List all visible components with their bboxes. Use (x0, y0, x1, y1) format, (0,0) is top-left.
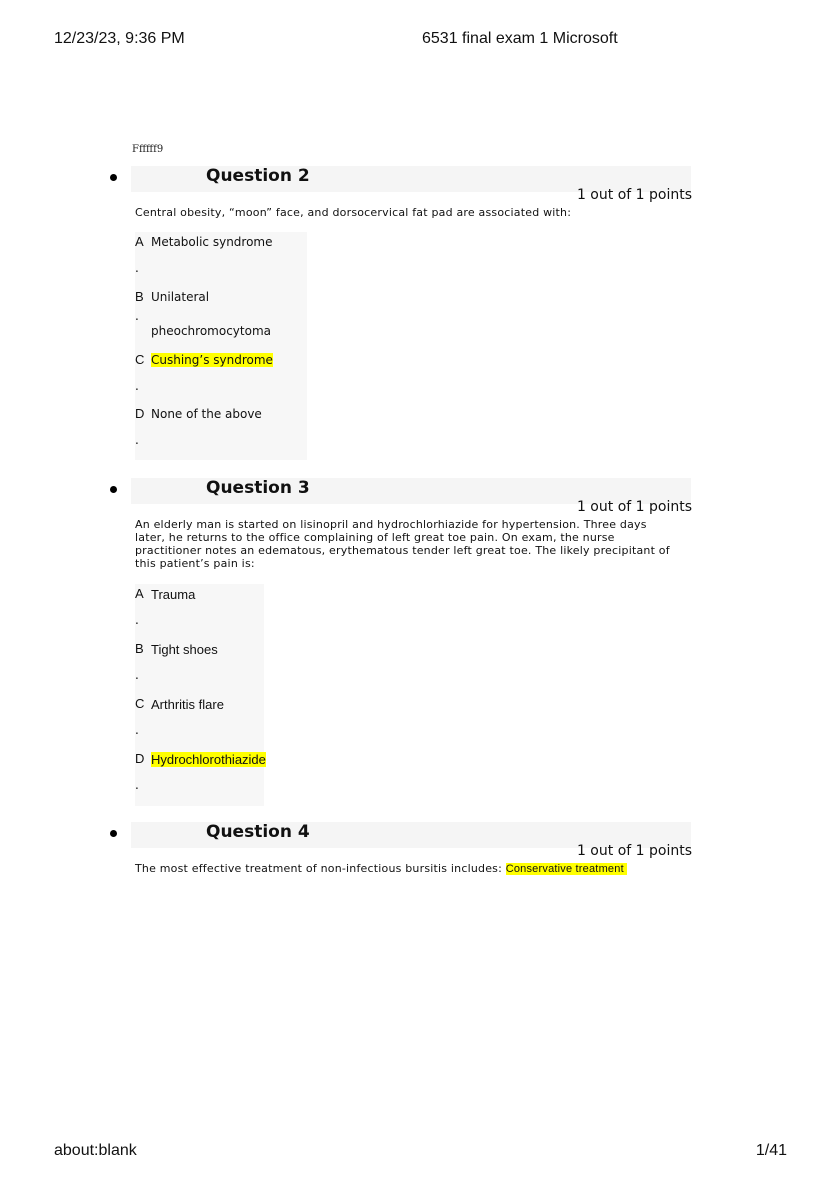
answer-text: None of the above (151, 407, 262, 421)
print-header-datetime: 12/23/23, 9:36 PM (54, 30, 185, 47)
print-footer-page: 1/41 (755, 1142, 787, 1159)
answer-dot: . (135, 778, 139, 792)
answer-list (135, 232, 307, 460)
answer-text-selected: Hydrochlorothiazide (151, 752, 266, 767)
question-title: Question 3 (206, 478, 310, 498)
list-bullet-icon (110, 830, 117, 837)
question-text: Central obesity, “moon” face, and dorsocervical fat pad are associated with: (135, 206, 572, 219)
answer-dot: . (135, 261, 139, 275)
answer-dot: . (135, 379, 139, 393)
answer-dot: . (135, 613, 139, 627)
question-text: An elderly man is started on lisinopril and hydrochlorhiazide for hypertension. Three days later, he returns to the office complaining of left great toe pain. On exam, the nurse practitioner notes an edematous, erythematous tender left great toe. The likely precipitant of this patient’s pain is: (135, 518, 670, 570)
list-bullet-icon (110, 486, 117, 493)
answer-dot: . (135, 668, 139, 682)
answer-letter: B (135, 641, 144, 656)
question-points: 1 out of 1 points (576, 499, 692, 515)
answer-text-continued: pheochromocytoma (151, 324, 271, 338)
answer-text: Trauma (151, 587, 196, 602)
answer-text-selected: Conservative treatment (506, 863, 627, 875)
print-footer-url: about:blank (54, 1142, 137, 1159)
question-3 (108, 478, 692, 810)
answer-letter: A (135, 234, 144, 249)
answer-text: Arthritis flare (151, 697, 224, 712)
answer-letter: D (135, 406, 145, 421)
question-2 (108, 166, 692, 466)
answer-dot: . (135, 309, 139, 323)
answer-dot: . (135, 723, 139, 737)
list-bullet-icon (110, 174, 117, 181)
question-points: 1 out of 1 points (576, 843, 692, 859)
answer-dot: . (135, 433, 139, 447)
answer-text-selected: Cushing’s syndrome (151, 353, 273, 367)
question-points: 1 out of 1 points (576, 187, 692, 203)
question-title: Question 2 (206, 166, 310, 186)
answer-list (135, 584, 264, 806)
answer-letter: D (135, 751, 145, 766)
answer-letter: C (135, 352, 145, 367)
question-text (135, 862, 675, 876)
question-4 (108, 822, 692, 882)
answer-letter: B (135, 289, 144, 304)
answer-letter: A (135, 586, 144, 601)
question-text-body: The most effective treatment of non-infectious bursitis includes: (135, 862, 502, 875)
answer-text: Tight shoes (151, 642, 218, 657)
answer-text: Metabolic syndrome (151, 235, 273, 249)
answer-text: Unilateral (151, 290, 210, 304)
stray-text: Ffffff9 (132, 144, 164, 155)
question-title: Question 4 (206, 822, 310, 842)
answer-letter: C (135, 696, 145, 711)
print-header-title: 6531 final exam 1 Microsoft (422, 30, 618, 47)
